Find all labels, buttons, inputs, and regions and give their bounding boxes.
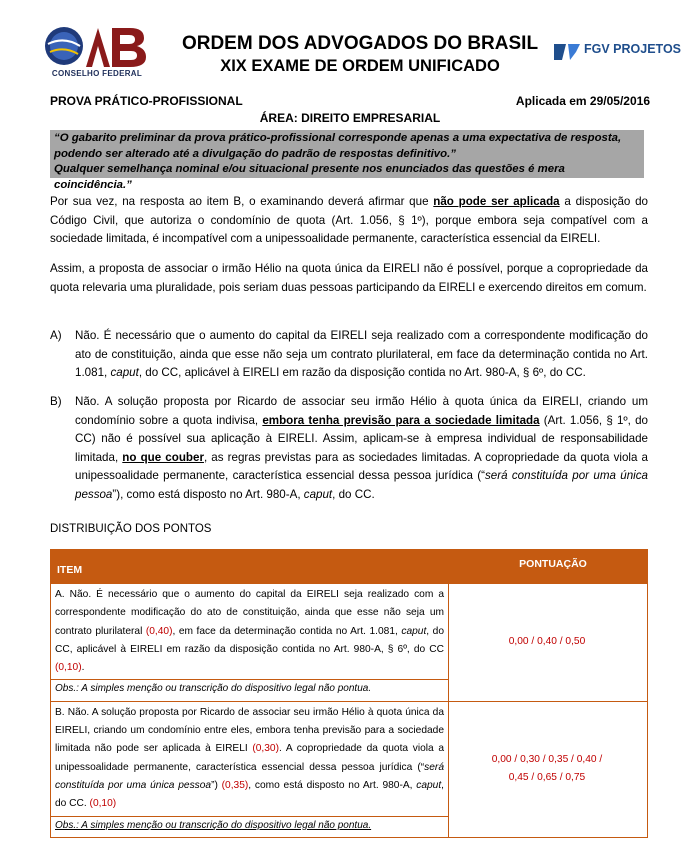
- answer-item-a: [50, 327, 648, 387]
- paragraph-1: [50, 193, 648, 249]
- answer-item-b-label: B): [50, 395, 62, 408]
- oab-logo-subtitle: CONSELHO FEDERAL: [51, 69, 143, 78]
- page-title: ORDEM DOS ADVOGADOS DO BRASIL: [181, 33, 539, 54]
- row-b-item: B. Não. A solução proposta por Ricardo de associar seu irmão Hélio à quota única da EIRELI, criando um condomínio entre eles, embora tenha previsão para a sociedade limitada não pode ser aplicada à EIRELI (0,30). A copropriedade da quota viola a unipessoalidade permanente, característica essencial dessa pessoa jurídica (“será constituída por uma única pessoa”) (0,35), como está disposto no Art. 980-A, caput, do CC. (0,10) Obs.: A simples menção ou transcrição do dispositivo legal não pontua.: [51, 702, 449, 837]
- answer-item-a-label: A): [50, 329, 62, 342]
- row-b-score-line-2: 0,45 / 0,65 / 0,75: [508, 772, 586, 784]
- paragraph-1-emphasis: não pode ser aplicada: [433, 195, 560, 208]
- exam-type: PROVA PRÁTICO-PROFISSIONAL: [50, 94, 243, 108]
- row-b-obs: Obs.: A simples menção ou transcrição do dispositivo legal não pontua.: [55, 819, 372, 831]
- answer-item-a-text: Não. É necessário que o aumento do capital da EIRELI seja realizado com a correspondente modificação do ato de constituição, ainda que esse não seja um contrato plurilateral, em face da determinação contida no Art. 1.081, caput, do CC, aplicável à EIRELI em razão da disposição contida no Art. 980-A, § 6º, do CC.: [75, 329, 648, 379]
- fgv-logo-text: FGV PROJETOS: [584, 42, 682, 56]
- table-row: [51, 583, 647, 701]
- header-score: PONTUAÇÃO: [519, 558, 587, 570]
- header-item: ITEM: [57, 564, 83, 576]
- disclaimer-line-2: Qualquer semelhança nominal e/ou situacional presente nos enunciados das questões é mera coincidência.”: [54, 163, 565, 191]
- paragraph-2: Assim, a proposta de associar o irmão Hélio na quota única da EIRELI não é possível, porque a copropriedade da quota relevaria uma pluralidade, pois seriam duas pessoas participando da EIRELI e exercendo direitos em comum.: [50, 262, 648, 294]
- exam-area: ÁREA: DIREITO EMPRESARIAL: [259, 111, 441, 125]
- answer-item-b: [50, 393, 648, 503]
- header: [0, 0, 700, 90]
- row-a-obs: Obs.: A simples menção ou transcrição do dispositivo legal não pontua.: [55, 683, 372, 695]
- page-subtitle: XIX EXAME DE ORDEM UNIFICADO: [220, 57, 500, 75]
- distribution-title: DISTRIBUIÇÃO DOS PONTOS: [50, 523, 212, 535]
- disclaimer-box: [50, 130, 644, 191]
- paragraph-1-text-a: Por sua vez, na resposta ao item B, o examinando deverá afirmar que: [50, 195, 434, 208]
- score-table-header: [51, 550, 647, 583]
- row-a-score: 0,00 / 0,40 / 0,50: [508, 636, 586, 648]
- score-table: [50, 549, 648, 838]
- answer-item-b-text: Não. A solução proposta por Ricardo de associar seu irmão Hélio à quota única da EIRELI, criando um condomínio sobre a quota indivisa, embora tenha previsão para a sociedade limitada (Art. 1.056, § 1º, do CC) não é possível sua aplicação à EIRELI. Assim, aplicam-se à empresa individual de responsabilidade limitada, no que couber, as regras previstas para as sociedades limitadas. A copropriedade da quota viola a unipessoalidade permanente, característica essencial dessa pessoa jurídica (“será constituída por uma única pessoa”), como está disposto no Art. 980-A, caput, do CC.: [75, 395, 648, 501]
- table-row: [51, 701, 647, 837]
- row-b-score-line-1: 0,00 / 0,30 / 0,35 / 0,40 /: [491, 753, 603, 765]
- row-a-item: A. Não. É necessário que o aumento do capital da EIRELI seja realizado com a correspondente modificação do ato de constituição, ainda que esse não seja um contrato plurilateral (0,40), em face da determinação contida no Art. 1.081, caput, do CC, aplicável à EIRELI em razão da disposição contida no Art. 980-A, § 6º, do CC (0,10). Obs.: A simples menção ou transcrição do dispositivo legal não pontua.: [51, 584, 449, 701]
- row-b-score: [449, 702, 645, 837]
- disclaimer-line-1: “O gabarito preliminar da prova prático-profissional corresponde apenas a uma expectativa de resposta, podendo ser alterado até a divulgação do padrão de respostas definitivo.”: [54, 132, 622, 160]
- paragraph-1-text-c: a disposição do Código Civil, que autoriza o condomínio de quota (Art. 1.056, § 1º), porque embora seja compatível com a sociedade limitada, é incompatível com a unipessoalidade permanente, característica essencial da EIRELI.: [50, 195, 649, 245]
- applied-date: Aplicada em 29/05/2016: [515, 94, 650, 108]
